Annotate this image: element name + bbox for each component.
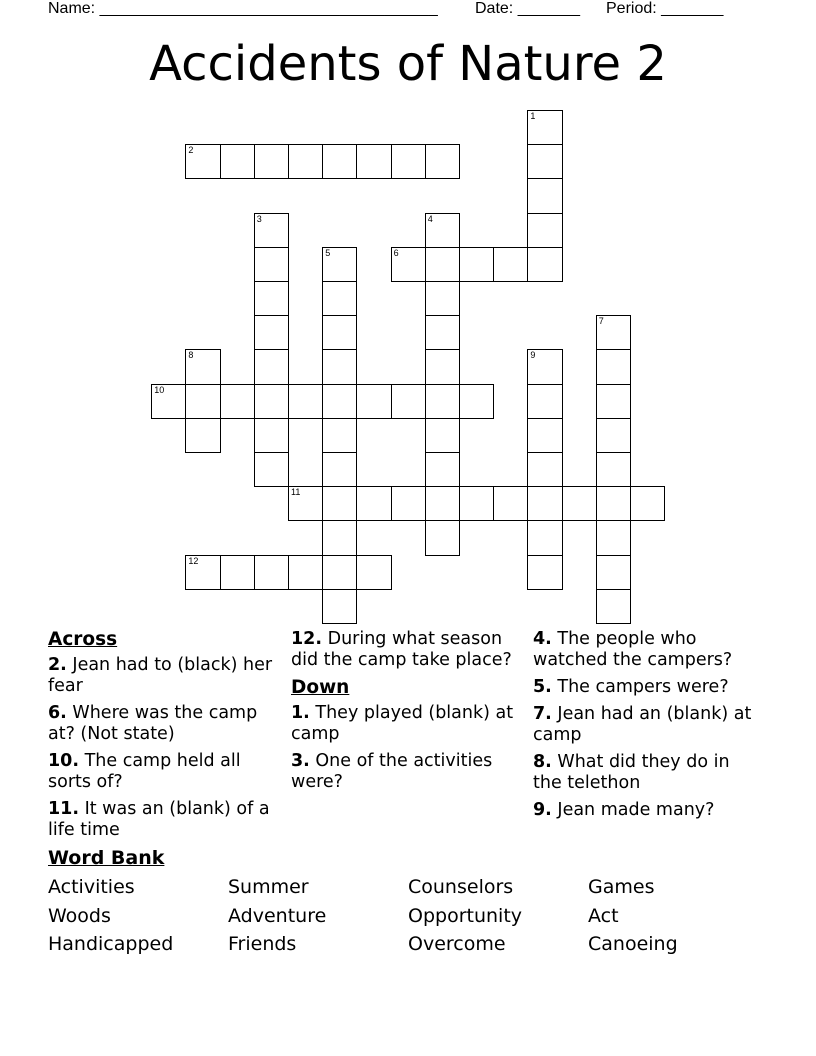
word-bank-item: Games <box>588 876 655 898</box>
grid-cell[interactable] <box>425 315 460 350</box>
word-bank-heading: Word Bank <box>48 847 165 869</box>
grid-cell[interactable] <box>185 384 220 419</box>
grid-cell[interactable] <box>185 418 220 453</box>
clue-number: 9 <box>530 350 536 361</box>
grid-cell[interactable] <box>596 349 631 384</box>
grid-cell[interactable] <box>527 384 562 419</box>
clue-item: 9. Jean made many? <box>533 800 715 820</box>
clue-number: 6 <box>393 247 399 258</box>
grid-cell[interactable] <box>527 452 562 487</box>
clue-item: 1. They played (blank) at camp <box>291 703 514 744</box>
clue-item: 7. Jean had an (blank) at camp <box>533 704 752 745</box>
grid-cell[interactable] <box>254 247 289 282</box>
grid-cell[interactable] <box>630 486 665 521</box>
grid-cell[interactable] <box>288 144 323 179</box>
date-field[interactable]: Date: _______ <box>475 0 580 17</box>
grid-cell[interactable] <box>425 452 460 487</box>
grid-cell[interactable] <box>254 213 289 248</box>
grid-cell[interactable] <box>391 247 426 282</box>
grid-cell[interactable] <box>596 452 631 487</box>
clue-item: 11. It was an (blank) of a life time <box>48 799 270 840</box>
grid-cell[interactable] <box>288 555 323 590</box>
grid-cell[interactable] <box>391 384 426 419</box>
grid-cell[interactable] <box>527 520 562 555</box>
grid-cell[interactable] <box>356 144 391 179</box>
word-bank-item: Adventure <box>228 905 327 927</box>
grid-cell[interactable] <box>527 418 562 453</box>
clue-number: 11 <box>291 487 301 498</box>
grid-cell[interactable] <box>425 520 460 555</box>
grid-cell[interactable] <box>459 384 494 419</box>
grid-cell[interactable] <box>254 315 289 350</box>
grid-cell[interactable] <box>527 144 562 179</box>
grid-cell[interactable] <box>322 281 357 316</box>
grid-cell[interactable] <box>254 452 289 487</box>
grid-cell[interactable] <box>322 589 357 624</box>
clue-item: 5. The campers were? <box>533 677 729 697</box>
grid-cell[interactable] <box>425 384 460 419</box>
grid-cell[interactable] <box>527 247 562 282</box>
word-bank-item: Act <box>588 905 619 927</box>
period-field[interactable]: Period: _______ <box>606 0 724 17</box>
clue-item: 6. Where was the camp at? (Not state) <box>48 703 258 744</box>
clue-number: 10 <box>154 384 165 395</box>
word-bank-item: Woods <box>48 905 111 927</box>
grid-cell[interactable] <box>185 144 220 179</box>
grid-cell[interactable] <box>322 452 357 487</box>
grid-cell[interactable] <box>425 281 460 316</box>
grid-cell[interactable] <box>322 486 357 521</box>
grid-cell[interactable] <box>322 315 357 350</box>
grid-cell[interactable] <box>356 384 391 419</box>
grid-cell[interactable] <box>527 213 562 248</box>
grid-cell[interactable] <box>322 247 357 282</box>
grid-cell[interactable] <box>322 520 357 555</box>
clue-number: 5 <box>325 247 331 258</box>
grid-cell[interactable] <box>493 486 528 521</box>
clues-column-3 <box>533 629 758 827</box>
grid-cell[interactable] <box>322 384 357 419</box>
grid-cell[interactable] <box>220 384 255 419</box>
word-bank-item: Counselors <box>408 876 514 898</box>
grid-cell[interactable] <box>220 555 255 590</box>
grid-cell[interactable] <box>527 110 562 145</box>
grid-cell[interactable] <box>288 384 323 419</box>
grid-cell[interactable] <box>425 349 460 384</box>
grid-cell[interactable] <box>596 520 631 555</box>
grid-cell[interactable] <box>391 486 426 521</box>
clue-number: 2 <box>188 145 194 156</box>
clue-number: 4 <box>427 213 433 224</box>
clue-number: 8 <box>188 350 194 361</box>
grid-cell[interactable] <box>596 384 631 419</box>
grid-cell[interactable] <box>459 486 494 521</box>
clue-number: 7 <box>598 316 604 327</box>
grid-cell[interactable] <box>527 555 562 590</box>
clue-item: 10. The camp held all sorts of? <box>48 751 241 792</box>
grid-cell[interactable] <box>493 247 528 282</box>
grid-cell[interactable] <box>356 486 391 521</box>
grid-cell[interactable] <box>254 555 289 590</box>
grid-cell[interactable] <box>425 247 460 282</box>
page-title: Accidents of Nature 2 <box>149 36 667 92</box>
clue-number: 12 <box>188 555 199 566</box>
grid-cell[interactable] <box>391 144 426 179</box>
grid-cell[interactable] <box>425 213 460 248</box>
across-clue-list <box>48 655 278 841</box>
word-bank-item: Handicapped <box>48 933 174 955</box>
grid-cell[interactable] <box>596 418 631 453</box>
word-bank-item: Summer <box>228 876 309 898</box>
grid-cell[interactable] <box>562 486 597 521</box>
grid-cell[interactable] <box>527 349 562 384</box>
name-field[interactable]: Name: ______________________________________ <box>48 0 438 17</box>
down-heading: Down <box>291 677 350 698</box>
grid-cell[interactable] <box>322 418 357 453</box>
grid-cell[interactable] <box>254 144 289 179</box>
grid-cell[interactable] <box>151 384 186 419</box>
grid-cell[interactable] <box>356 555 391 590</box>
grid-cell[interactable] <box>254 349 289 384</box>
word-bank-item: Activities <box>48 876 135 898</box>
grid-cell[interactable] <box>254 418 289 453</box>
grid-cell[interactable] <box>185 555 220 590</box>
grid-cell[interactable] <box>596 555 631 590</box>
grid-cell[interactable] <box>220 144 255 179</box>
word-bank-item: Overcome <box>408 933 506 955</box>
clue-item: 4. The people who watched the campers? <box>533 629 733 670</box>
clue-item: 8. What did they do in the telethon <box>533 752 730 793</box>
grid-cell[interactable] <box>459 247 494 282</box>
grid-cell[interactable] <box>185 349 220 384</box>
grid-cell[interactable] <box>425 486 460 521</box>
grid-cell[interactable] <box>596 486 631 521</box>
grid-cell[interactable] <box>596 589 631 624</box>
grid-cell[interactable] <box>254 384 289 419</box>
clue-item: 3. One of the activities were? <box>291 751 493 792</box>
grid-cell[interactable] <box>322 349 357 384</box>
grid-cell[interactable] <box>596 315 631 350</box>
grid-cell[interactable] <box>322 144 357 179</box>
clue-number: 3 <box>256 213 262 224</box>
grid-cell[interactable] <box>288 486 323 521</box>
grid-cell[interactable] <box>254 281 289 316</box>
clues-column-1 <box>48 629 278 847</box>
grid-cell[interactable] <box>527 486 562 521</box>
grid-cell[interactable] <box>425 144 460 179</box>
word-bank-item: Opportunity <box>408 905 523 927</box>
clue-item: 12. During what season did the camp take place? <box>291 629 512 670</box>
grid-cell[interactable] <box>527 178 562 213</box>
grid-cell[interactable] <box>322 555 357 590</box>
clues-column-2 <box>291 629 523 799</box>
clue-item: 2. Jean had to (black) her fear <box>48 655 273 696</box>
word-bank-item: Friends <box>228 933 297 955</box>
word-bank-item: Canoeing <box>588 933 678 955</box>
grid-cell[interactable] <box>425 418 460 453</box>
clue-number: 1 <box>530 111 536 121</box>
across-heading: Across <box>48 629 118 650</box>
